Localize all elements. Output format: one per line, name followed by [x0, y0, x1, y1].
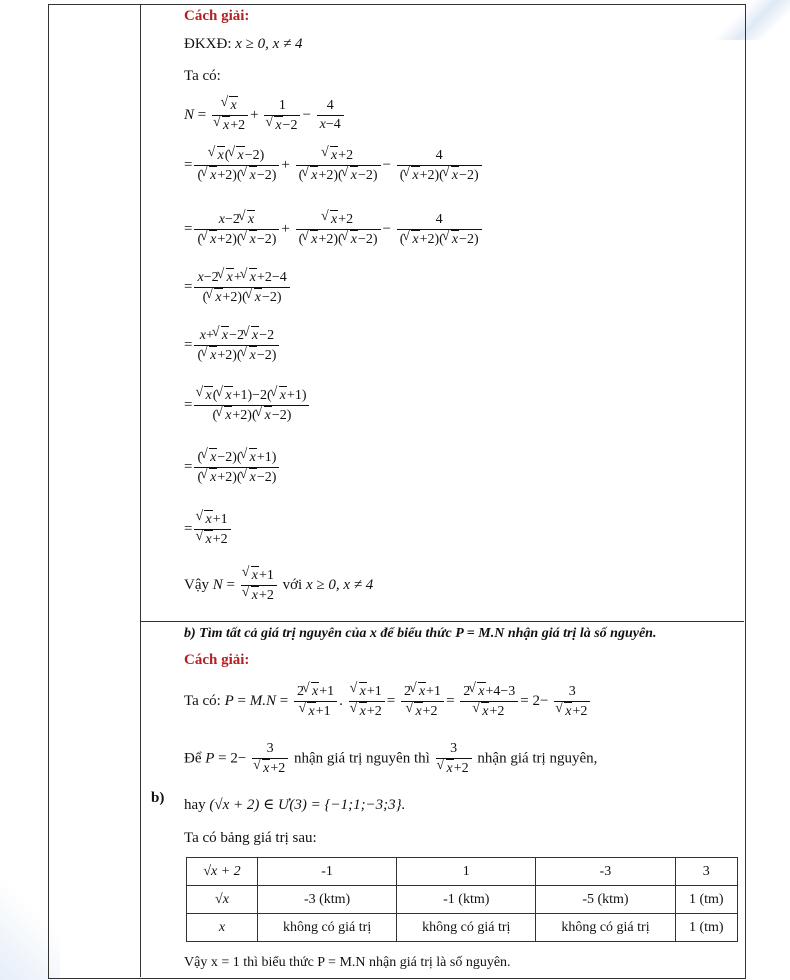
table-cell: không có giá trị — [258, 914, 397, 942]
conclusion-a: Vậy N = √ x+1 √ x+2 với x ≥ 0, x ≠ 4 — [184, 566, 373, 605]
table-cell: -1 — [258, 858, 397, 886]
equation-step-7: = $\frac{(√ x-2)(√ x+1)}{(√ x+2)(√ x-2)}$ — [184, 448, 281, 487]
table-row — [187, 858, 738, 886]
table-cell: 1 (tm) — [675, 914, 737, 942]
conclusion-condition: x ≥ 0, x ≠ 4 — [305, 576, 374, 593]
table-intro: Ta có bảng giá trị sau: — [184, 830, 317, 846]
table-row — [187, 886, 738, 914]
hay-expression: (√x + 2) ∈ Ư(3) = {−1;1;−3;3}. — [209, 797, 406, 813]
table-cell: 3 — [675, 858, 737, 886]
final-conclusion: Vậy x = 1 thì biểu thức P = M.N nhận giá trị là số nguyên. — [184, 955, 511, 970]
row-divider — [140, 621, 744, 622]
hay-label: hay — [184, 797, 206, 813]
de-suffix: nhận giá trị nguyên, — [477, 750, 598, 767]
table-header-cell: √x — [187, 886, 258, 914]
hay-line — [184, 795, 405, 814]
table-cell: -3 — [536, 858, 675, 886]
table-cell: -3 (ktm) — [258, 886, 397, 914]
equation-step-5: = $\frac{x+√ x-2√ x-2}{(√ x+2)(√ x-2)}$ — [184, 326, 281, 365]
table-cell: -5 (ktm) — [536, 886, 675, 914]
table-row — [187, 914, 738, 942]
equation-step-2: = √ $\frac{x(√ x-2)}{(√ x+2)(√ x-2)}$ + √ $\frac{x+2}{(√ x+2)(√ x-2)}$ − $\frac{4}{(√ x+2)(√ x-2)}$ — [184, 146, 484, 185]
de-prefix: Để — [184, 750, 202, 767]
equation-step-8: = √ x+1 √ x+2 — [184, 510, 233, 549]
column-divider — [140, 4, 141, 977]
equation-step-4: = $\frac{x-2√ x+√ x+2-4}{(√ x+2)(√ x-2)}$ — [184, 268, 292, 307]
conclusion-prefix: Vậy — [184, 576, 209, 593]
table-header-cell: x — [187, 914, 258, 942]
conclusion-suffix: với — [282, 576, 303, 593]
p-expression: Ta có: P = M.N = 2√ x+1 √ x+1 . √ x+1 √ x+2 = 2√ x+1 √ x+2 = 2√ x+4−3 √ x+2 = 2− 3 √ x+2 — [184, 682, 592, 721]
table-cell: không có giá trị — [397, 914, 536, 942]
equation-step-1: N = √ x √ x+2 + 1 √ x−2 − $\frac{4}{x-4}$ — [184, 96, 346, 135]
p-taco: Ta có: — [184, 692, 221, 709]
dkxd-line — [184, 36, 303, 53]
question-b: b) Tìm tất cả giá trị nguyên của x để biểu thức P = M.N nhận giá trị là số nguyên. — [184, 626, 657, 641]
de-line: Để P = 2− 3 √ x+2 nhận giá trị nguyên thì 3 √ x+2 nhận giá trị nguyên, — [184, 740, 597, 778]
part-label-b: b) — [151, 790, 165, 806]
dkxd-value: x ≥ 0, x ≠ 4 — [235, 36, 303, 52]
dkxd-label: ĐKXĐ: — [184, 36, 232, 52]
table-cell: -1 (ktm) — [397, 886, 536, 914]
taco-label: Ta có: — [184, 68, 221, 84]
equation-step-6: = √ $\frac{x(√ x+1)-2(√ x+1)}{(√ x+2)(√ x-2)}$ — [184, 386, 311, 425]
section-b-heading: Cách giải: — [184, 652, 250, 668]
table-cell: 1 — [397, 858, 536, 886]
section-a-heading: Cách giải: — [184, 8, 250, 24]
value-table — [186, 857, 738, 942]
table-cell: 1 (tm) — [675, 886, 737, 914]
equation-step-3: = $\frac{x-2√ x}{(√ x+2)(√ x-2)}$ + √ $\frac{x+2}{(√ x+2)(√ x-2)}$ − $\frac{4}{(√ x+2)(√ x-2)}$ — [184, 210, 484, 249]
de-mid: nhận giá trị nguyên thì — [293, 750, 430, 767]
table-header-cell: √x + 2 — [187, 858, 258, 886]
table-cell: không có giá trị — [536, 914, 675, 942]
